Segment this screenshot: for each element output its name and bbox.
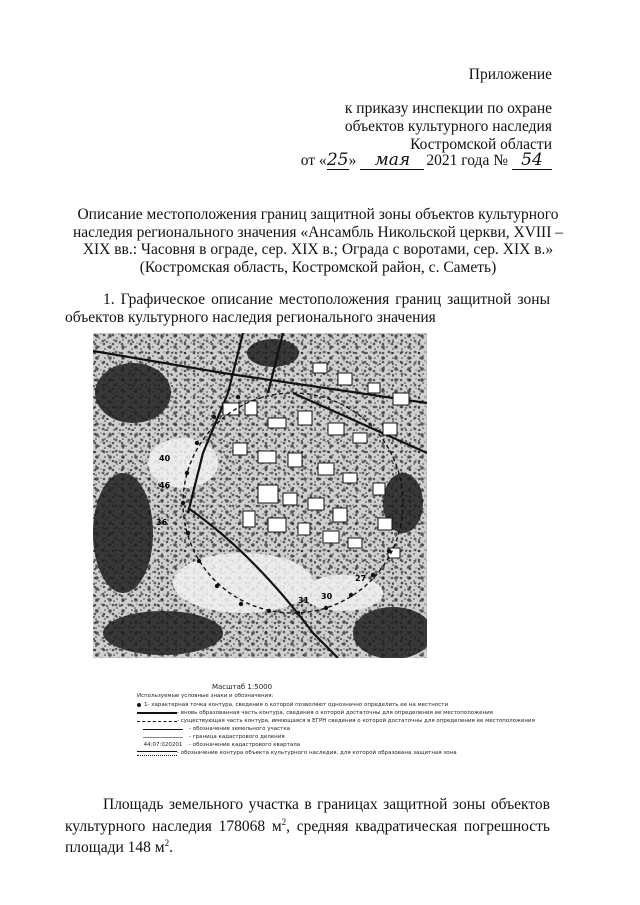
legend-cadnum: 44:07:020201 [143,742,183,748]
legend-item [137,701,449,709]
map-point-label: 27 [355,574,367,583]
order-line-1: к приказу инспекции по охране [344,100,552,117]
legend-text: - обозначение кадастрового квартала [189,742,301,748]
cadastral-map [93,333,427,658]
section-1-heading: 1. Графическое описание местоположения границ защитной зоны объектов культурного наследия регионального значения [65,291,550,326]
map-point-label: 30 [321,592,333,601]
legend-item [137,725,347,733]
area-text-2: , средняя квадратическая погрешность площади 148 м [65,817,550,857]
hatched-line-symbol-icon [137,751,177,756]
order-line-2: объектов культурного наследия [344,118,552,135]
date-mid: » [348,152,357,169]
map-point-label: 46 [159,481,171,490]
legend-point-number: 1 [144,702,148,708]
point-symbol-icon [137,701,148,709]
area-paragraph [65,796,550,857]
legend-scale: Масштаб 1:5000 [211,683,273,691]
legend-item [137,749,457,757]
thin-line-symbol-icon [137,729,189,730]
legend-text: - характерная точка контура, сведения о которой позволяют однозначно определить ее на местности [147,702,449,708]
legend-text: - существующая часть контура, имеющаяся в ЕГРН сведения о которой достаточны для определения ее местоположения [177,718,535,724]
legend-item [137,733,347,741]
date-prefix: от « [300,152,327,169]
appendix-title: Приложение [468,66,552,83]
dashed-line-symbol-icon [137,721,177,722]
legend-text: - обозначение земельного участка [189,726,291,732]
legend-item [137,709,493,717]
map-point-label: 31 [298,596,310,605]
document-title: Описание местоположения границ защитной зоны объектов культурного наследия регионального значения «Ансамбль Никольской церкви, XVIII – XIX вв.: Часовня в ограде, сер. XIX в.; Ограда с воротами, сер. XIX в.» (Костромская область, Костромской район, с. Саметь) [73,206,563,276]
legend-item [137,717,535,725]
date-month: мая [360,152,424,170]
thick-line-symbol-icon [137,712,177,714]
date-year: 2021 года № [426,152,508,169]
order-date-line [301,152,552,170]
map-image [93,333,427,658]
legend-heading: Используемые условные знаки и обозначения: [137,693,274,699]
legend-text: - обозначение контура объекта культурного наследия, для которой образована защитная зона [177,750,457,756]
legend-text: - граница кадастрового деления [189,734,285,740]
gray-line-symbol-icon [137,737,189,738]
area-unit-sup-2: 2 [164,838,170,849]
legend-item [137,741,347,749]
order-number: 54 [512,152,552,170]
date-day: 25 [326,150,349,170]
area-text-end: . [169,839,173,857]
map-legend [137,683,535,757]
area-unit-sup-1: 2 [281,816,287,827]
legend-text: - вновь образованная часть контура, сведения о которой достаточны для определения ее местоположения [177,710,493,716]
area-text-1: Площадь земельного участка в границах защитной зоны объектов культурного наследия 178068 м [65,796,550,835]
order-line-3: Костромской области [410,136,552,153]
map-point-label: 40 [159,454,171,463]
map-point-label: 36 [156,518,168,527]
